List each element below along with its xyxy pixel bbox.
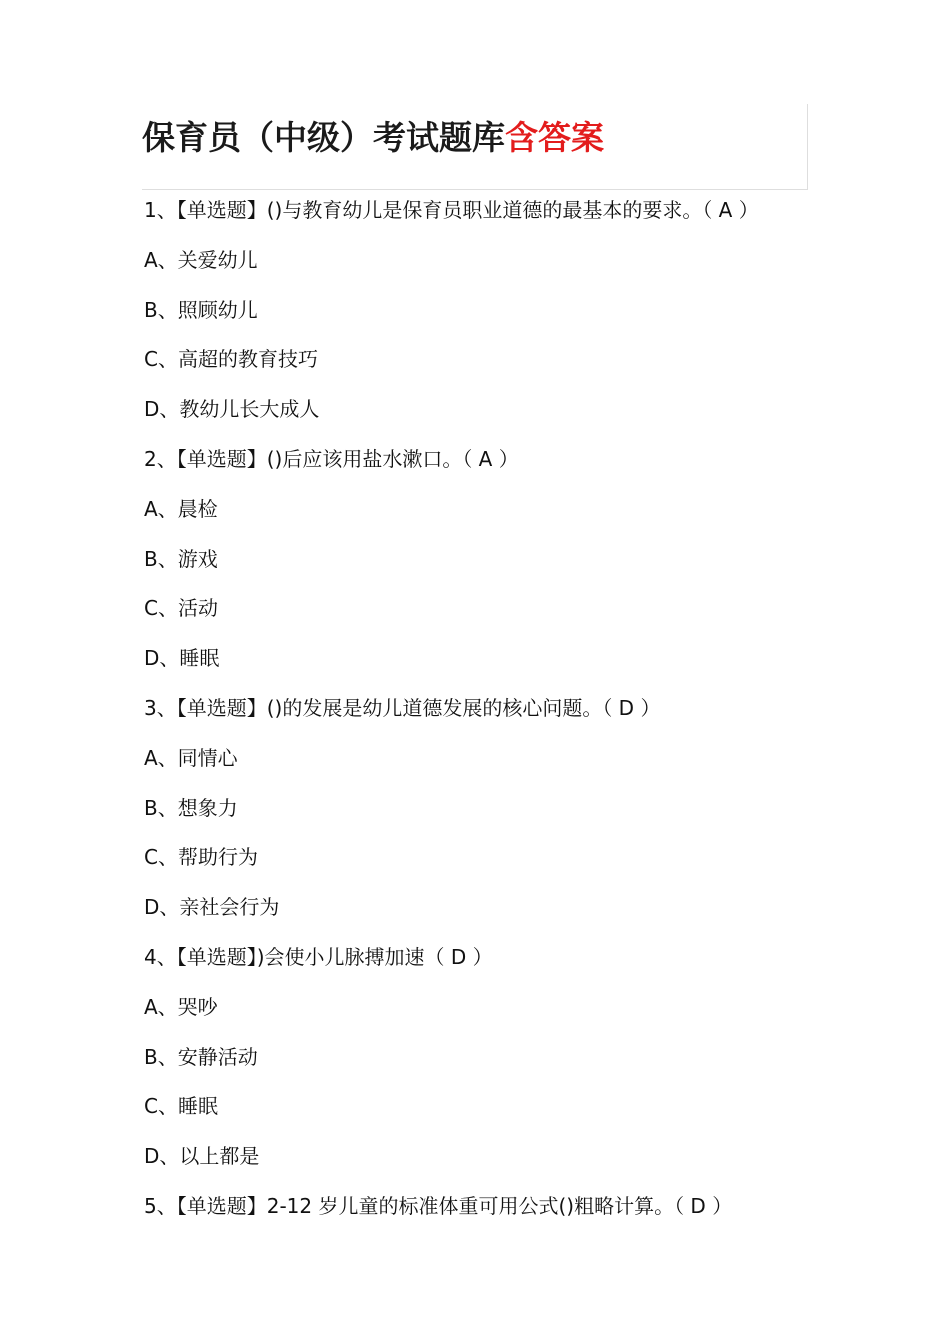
question-option: B、安静活动 — [144, 1044, 258, 1069]
question-stem: 1、【单选题】()与教育幼儿是保育员职业道德的最基本的要求。（ A ） — [144, 198, 759, 222]
question-option: B、游戏 — [144, 546, 218, 571]
question-option: A、关爱幼儿 — [144, 247, 258, 272]
question-option: D、睡眠 — [144, 646, 220, 671]
title-main: 保育员（中级）考试题库 — [142, 118, 505, 157]
question-option: C、帮助行为 — [144, 845, 258, 870]
question-stem: 2、【单选题】()后应该用盐水漱口。（ A ） — [144, 446, 519, 471]
question-option: D、以上都是 — [144, 1144, 260, 1169]
question-stem: 5、【单选题】2-12 岁儿童的标准体重可用公式()粗略计算。（ D ） — [144, 1193, 733, 1218]
question-option: A、晨检 — [144, 496, 218, 521]
title-accent: 含答案 — [505, 118, 604, 157]
document-title — [142, 112, 604, 159]
question-list — [144, 186, 824, 1232]
question-option: C、睡眠 — [144, 1094, 218, 1119]
title-box — [142, 104, 808, 190]
question-option: C、活动 — [144, 596, 218, 621]
question-option: B、照顾幼儿 — [144, 297, 258, 322]
question-option: C、高超的教育技巧 — [144, 347, 318, 372]
question-option: A、同情心 — [144, 745, 238, 770]
question-option: A、哭吵 — [144, 994, 218, 1019]
question-option: D、教幼儿长大成人 — [144, 397, 320, 422]
question-option: D、亲社会行为 — [144, 895, 280, 920]
question-stem: 3、【单选题】()的发展是幼儿道德发展的核心问题。（ D ） — [144, 695, 661, 720]
question-stem: 4、【单选题】)会使小儿脉搏加速（ D ） — [144, 944, 493, 969]
question-option: B、想象力 — [144, 795, 238, 820]
